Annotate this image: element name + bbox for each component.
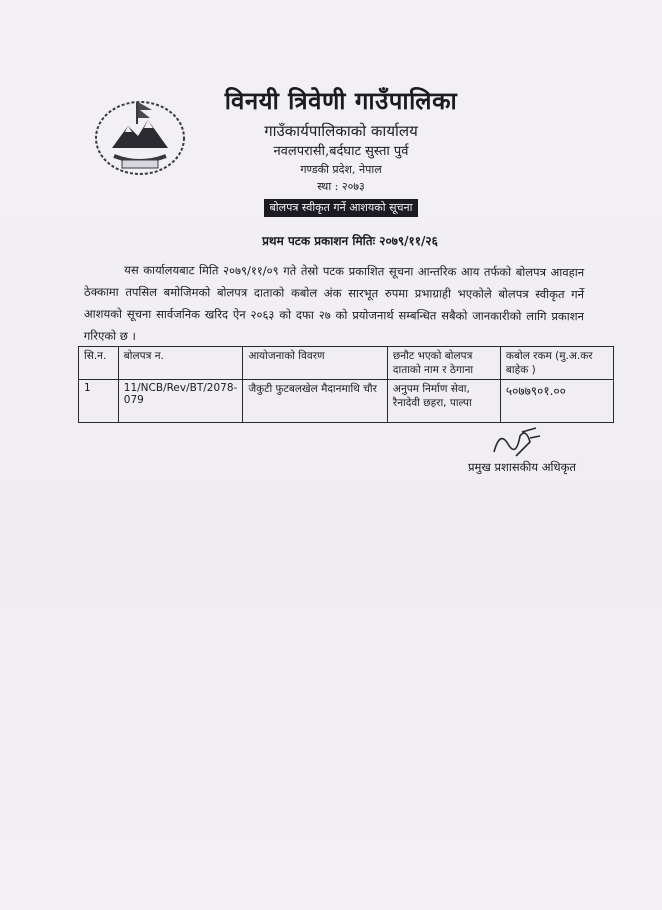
header-amount: कबोल रकम (मु.अ.कर बाहेक ) [500, 347, 613, 380]
office-name: गाउँकार्यपालिकाको कार्यालय [264, 122, 418, 140]
office-address: नवलपरासी,बर्दघाट सुस्ता पुर्व [273, 144, 409, 159]
signature-mark [486, 422, 546, 462]
notice-subject: बोलपत्र स्वीकृत गर्ने आशयको सूचना [264, 199, 419, 217]
municipality-title: विनयी त्रिवेणी गाउँपालिका [224, 86, 458, 115]
notice-body: यस कार्यालयबाट मिति २०७९/११/०९ गते तेस्रो पटक प्रकाशित सूचना आन्तरिक आय तर्फको बोलपत्र आवहान ठेक्कामा तपसिल बमोजिमको बोलपत्र दाताको कबोल अंक सारभूत रुपमा प्रभाग्राही भएकोले बोलपत्र स्वीकृत गर्ने आशयको सूचना सार्वजनिक खरिद ऐन २०६३ को दफा २७ को प्रयोजनार्थ सम्बन्धित सबैको जानकारीको लागि प्रकाशन गरिएको छ । [83, 262, 585, 343]
header-bid-no: बोलपत्र न. [118, 347, 243, 380]
cell-sn: 1 [79, 380, 119, 423]
cell-bidder: अनुपम निर्माण सेवा, रैनादेवी छहरा, पाल्पा [387, 380, 500, 423]
nepal-emblem-logo [92, 92, 188, 178]
award-table [78, 346, 614, 423]
established-year: स्था : २०७३ [317, 180, 365, 193]
publication-date: प्रथम पटक प्रकाशन मितिः २०७९/११/२६ [262, 234, 438, 248]
signatory-title: प्रमुख प्रशासकीय अधिकृत [468, 460, 576, 474]
table-header-row [79, 347, 614, 380]
header-sn: सि.न. [79, 347, 119, 380]
province: गण्डकी प्रदेश, नेपाल [300, 163, 382, 176]
cell-amount: ५०७७९०१.०० [500, 380, 613, 423]
header-project: आयोजनाको विवरण [243, 347, 388, 380]
letterhead [196, 84, 486, 217]
table-row [79, 380, 614, 423]
header-bidder: छनौट भएको बोलपत्र दाताको नाम र ठेगाना [387, 347, 500, 380]
cell-bid-no: 11/NCB/Rev/BT/2078-079 [118, 380, 243, 423]
cell-project: जैकुटी फुटबलखेल मैदानमाथि चौर [243, 380, 388, 423]
